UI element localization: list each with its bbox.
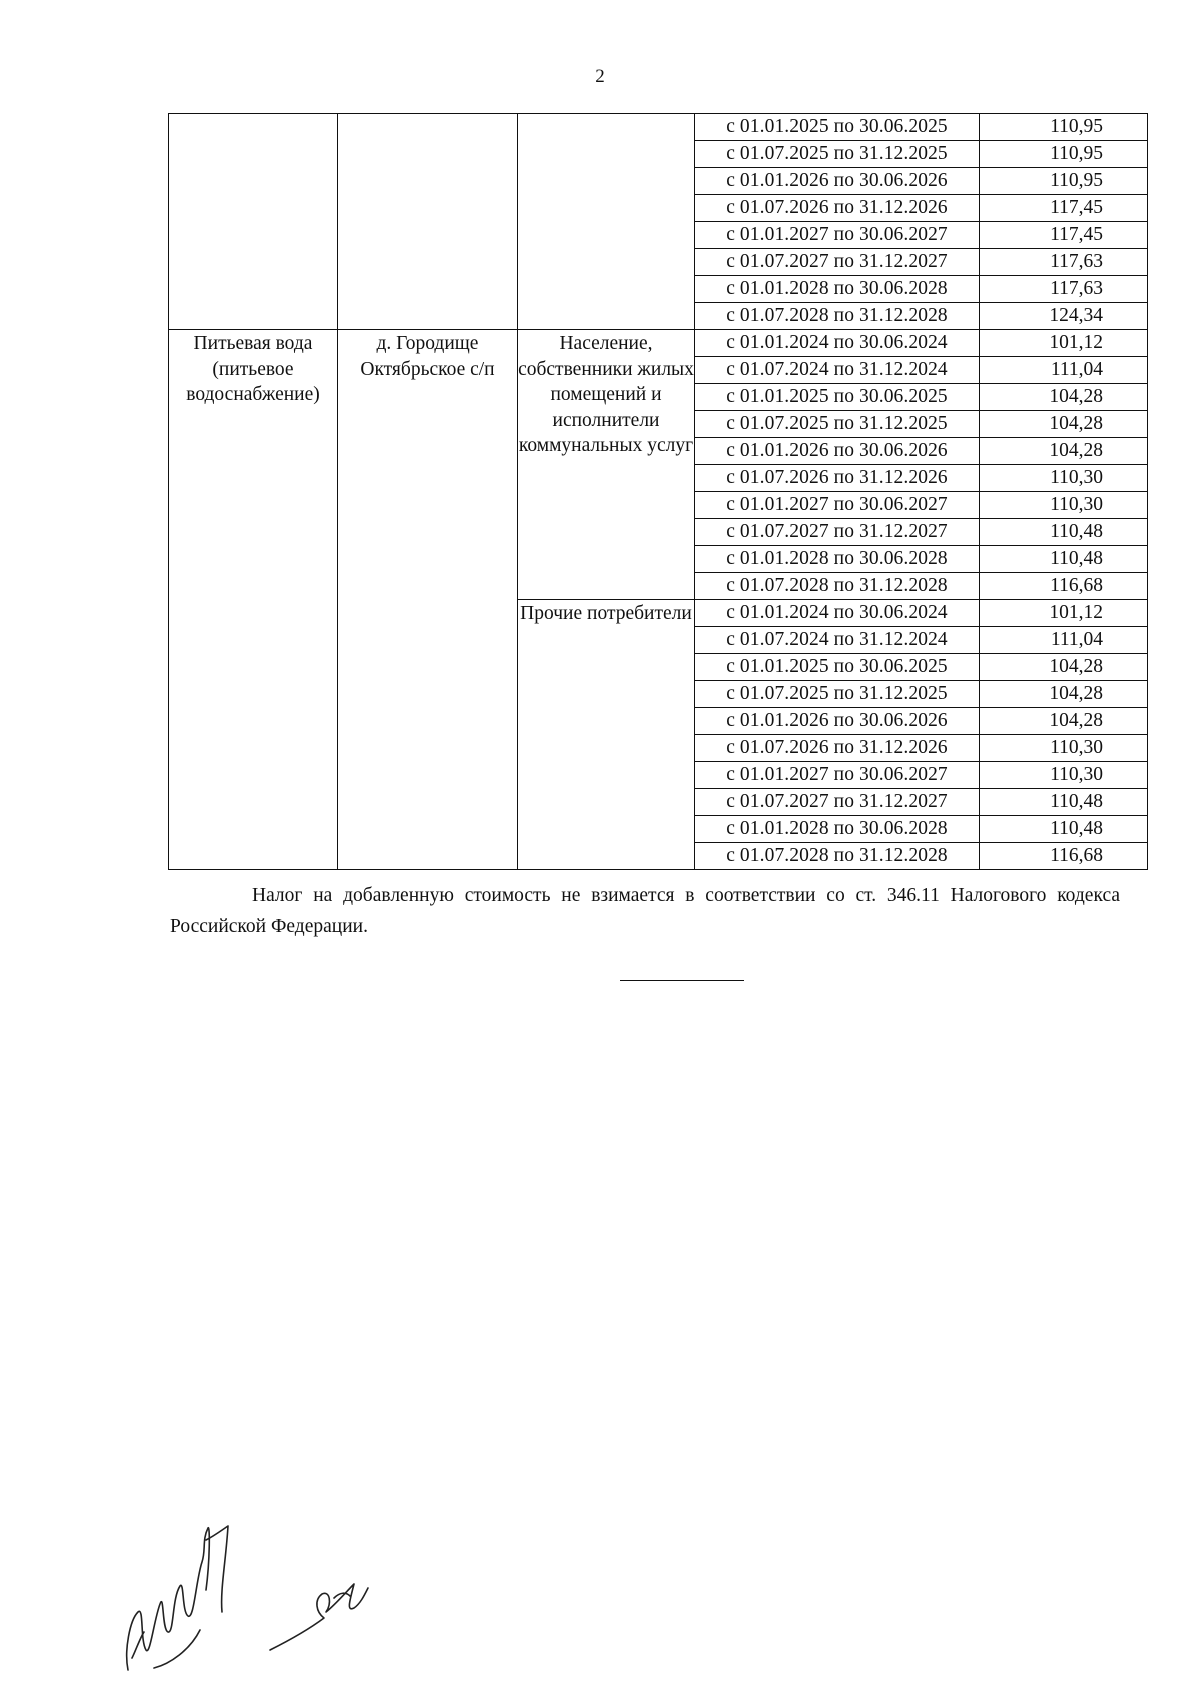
- value-cell: 101,12: [980, 600, 1148, 627]
- handwritten-signature: [110, 1500, 390, 1680]
- period-cell: с 01.01.2026 по 30.06.2026: [695, 708, 980, 735]
- value-cell: 110,95: [980, 141, 1148, 168]
- period-cell: с 01.01.2025 по 30.06.2025: [695, 654, 980, 681]
- period-cell: с 01.01.2025 по 30.06.2025: [695, 114, 980, 141]
- period-cell: с 01.07.2025 по 31.12.2025: [695, 141, 980, 168]
- period-cell: с 01.01.2024 по 30.06.2024: [695, 330, 980, 357]
- value-cell: 117,63: [980, 276, 1148, 303]
- period-cell: с 01.01.2028 по 30.06.2028: [695, 276, 980, 303]
- period-cell: с 01.07.2025 по 31.12.2025: [695, 681, 980, 708]
- value-cell: 104,28: [980, 654, 1148, 681]
- period-cell: с 01.07.2027 по 31.12.2027: [695, 789, 980, 816]
- value-cell: 110,48: [980, 546, 1148, 573]
- value-cell: 104,28: [980, 411, 1148, 438]
- value-cell: 110,95: [980, 114, 1148, 141]
- vat-note: Налог на добавленную стоимость не взимается в соответствии со ст. 346.11 Налогового кодекса Российской Федерации.: [170, 884, 1120, 937]
- value-cell: 124,34: [980, 303, 1148, 330]
- period-cell: с 01.01.2027 по 30.06.2027: [695, 762, 980, 789]
- period-cell: с 01.07.2026 по 31.12.2026: [695, 195, 980, 222]
- service-cell: Питьевая вода (питьевое водоснабжение): [169, 330, 338, 870]
- period-cell: с 01.01.2028 по 30.06.2028: [695, 816, 980, 843]
- period-cell: с 01.01.2028 по 30.06.2028: [695, 546, 980, 573]
- period-cell: с 01.01.2024 по 30.06.2024: [695, 600, 980, 627]
- tariff-table: [168, 113, 1148, 870]
- value-cell: 104,28: [980, 384, 1148, 411]
- empty-cell: [169, 114, 338, 330]
- empty-cell: [338, 114, 518, 330]
- end-divider: [620, 980, 744, 981]
- value-cell: 101,12: [980, 330, 1148, 357]
- period-cell: с 01.07.2024 по 31.12.2024: [695, 627, 980, 654]
- period-cell: с 01.07.2027 по 31.12.2027: [695, 249, 980, 276]
- value-cell: 110,30: [980, 492, 1148, 519]
- period-cell: с 01.07.2025 по 31.12.2025: [695, 411, 980, 438]
- value-cell: 110,30: [980, 762, 1148, 789]
- value-cell: 117,45: [980, 222, 1148, 249]
- table-row: [169, 330, 1148, 357]
- value-cell: 110,30: [980, 465, 1148, 492]
- value-cell: 104,28: [980, 681, 1148, 708]
- value-cell: 110,30: [980, 735, 1148, 762]
- period-cell: с 01.07.2027 по 31.12.2027: [695, 519, 980, 546]
- value-cell: 104,28: [980, 438, 1148, 465]
- period-cell: с 01.07.2026 по 31.12.2026: [695, 735, 980, 762]
- value-cell: 104,28: [980, 708, 1148, 735]
- period-cell: с 01.07.2028 по 31.12.2028: [695, 573, 980, 600]
- period-cell: с 01.01.2025 по 30.06.2025: [695, 384, 980, 411]
- period-cell: с 01.01.2027 по 30.06.2027: [695, 222, 980, 249]
- table-row: [169, 114, 1148, 141]
- value-cell: 116,68: [980, 573, 1148, 600]
- value-cell: 111,04: [980, 357, 1148, 384]
- period-cell: с 01.07.2028 по 31.12.2028: [695, 303, 980, 330]
- value-cell: 110,48: [980, 816, 1148, 843]
- value-cell: 116,68: [980, 843, 1148, 870]
- page-number: 2: [595, 66, 605, 87]
- consumer-cell: Прочие потребители: [518, 600, 695, 870]
- period-cell: с 01.07.2024 по 31.12.2024: [695, 357, 980, 384]
- period-cell: с 01.07.2026 по 31.12.2026: [695, 465, 980, 492]
- period-cell: с 01.01.2026 по 30.06.2026: [695, 438, 980, 465]
- value-cell: 117,63: [980, 249, 1148, 276]
- period-cell: с 01.01.2026 по 30.06.2026: [695, 168, 980, 195]
- value-cell: 110,48: [980, 519, 1148, 546]
- value-cell: 110,95: [980, 168, 1148, 195]
- period-cell: с 01.01.2027 по 30.06.2027: [695, 492, 980, 519]
- value-cell: 111,04: [980, 627, 1148, 654]
- value-cell: 110,48: [980, 789, 1148, 816]
- value-cell: 117,45: [980, 195, 1148, 222]
- consumer-cell: Население, собственники жилых помещений и исполнители коммунальных услуг: [518, 330, 695, 600]
- period-cell: с 01.07.2028 по 31.12.2028: [695, 843, 980, 870]
- locality-cell: д. Городище Октябрьское с/п: [338, 330, 518, 870]
- empty-cell: [518, 114, 695, 330]
